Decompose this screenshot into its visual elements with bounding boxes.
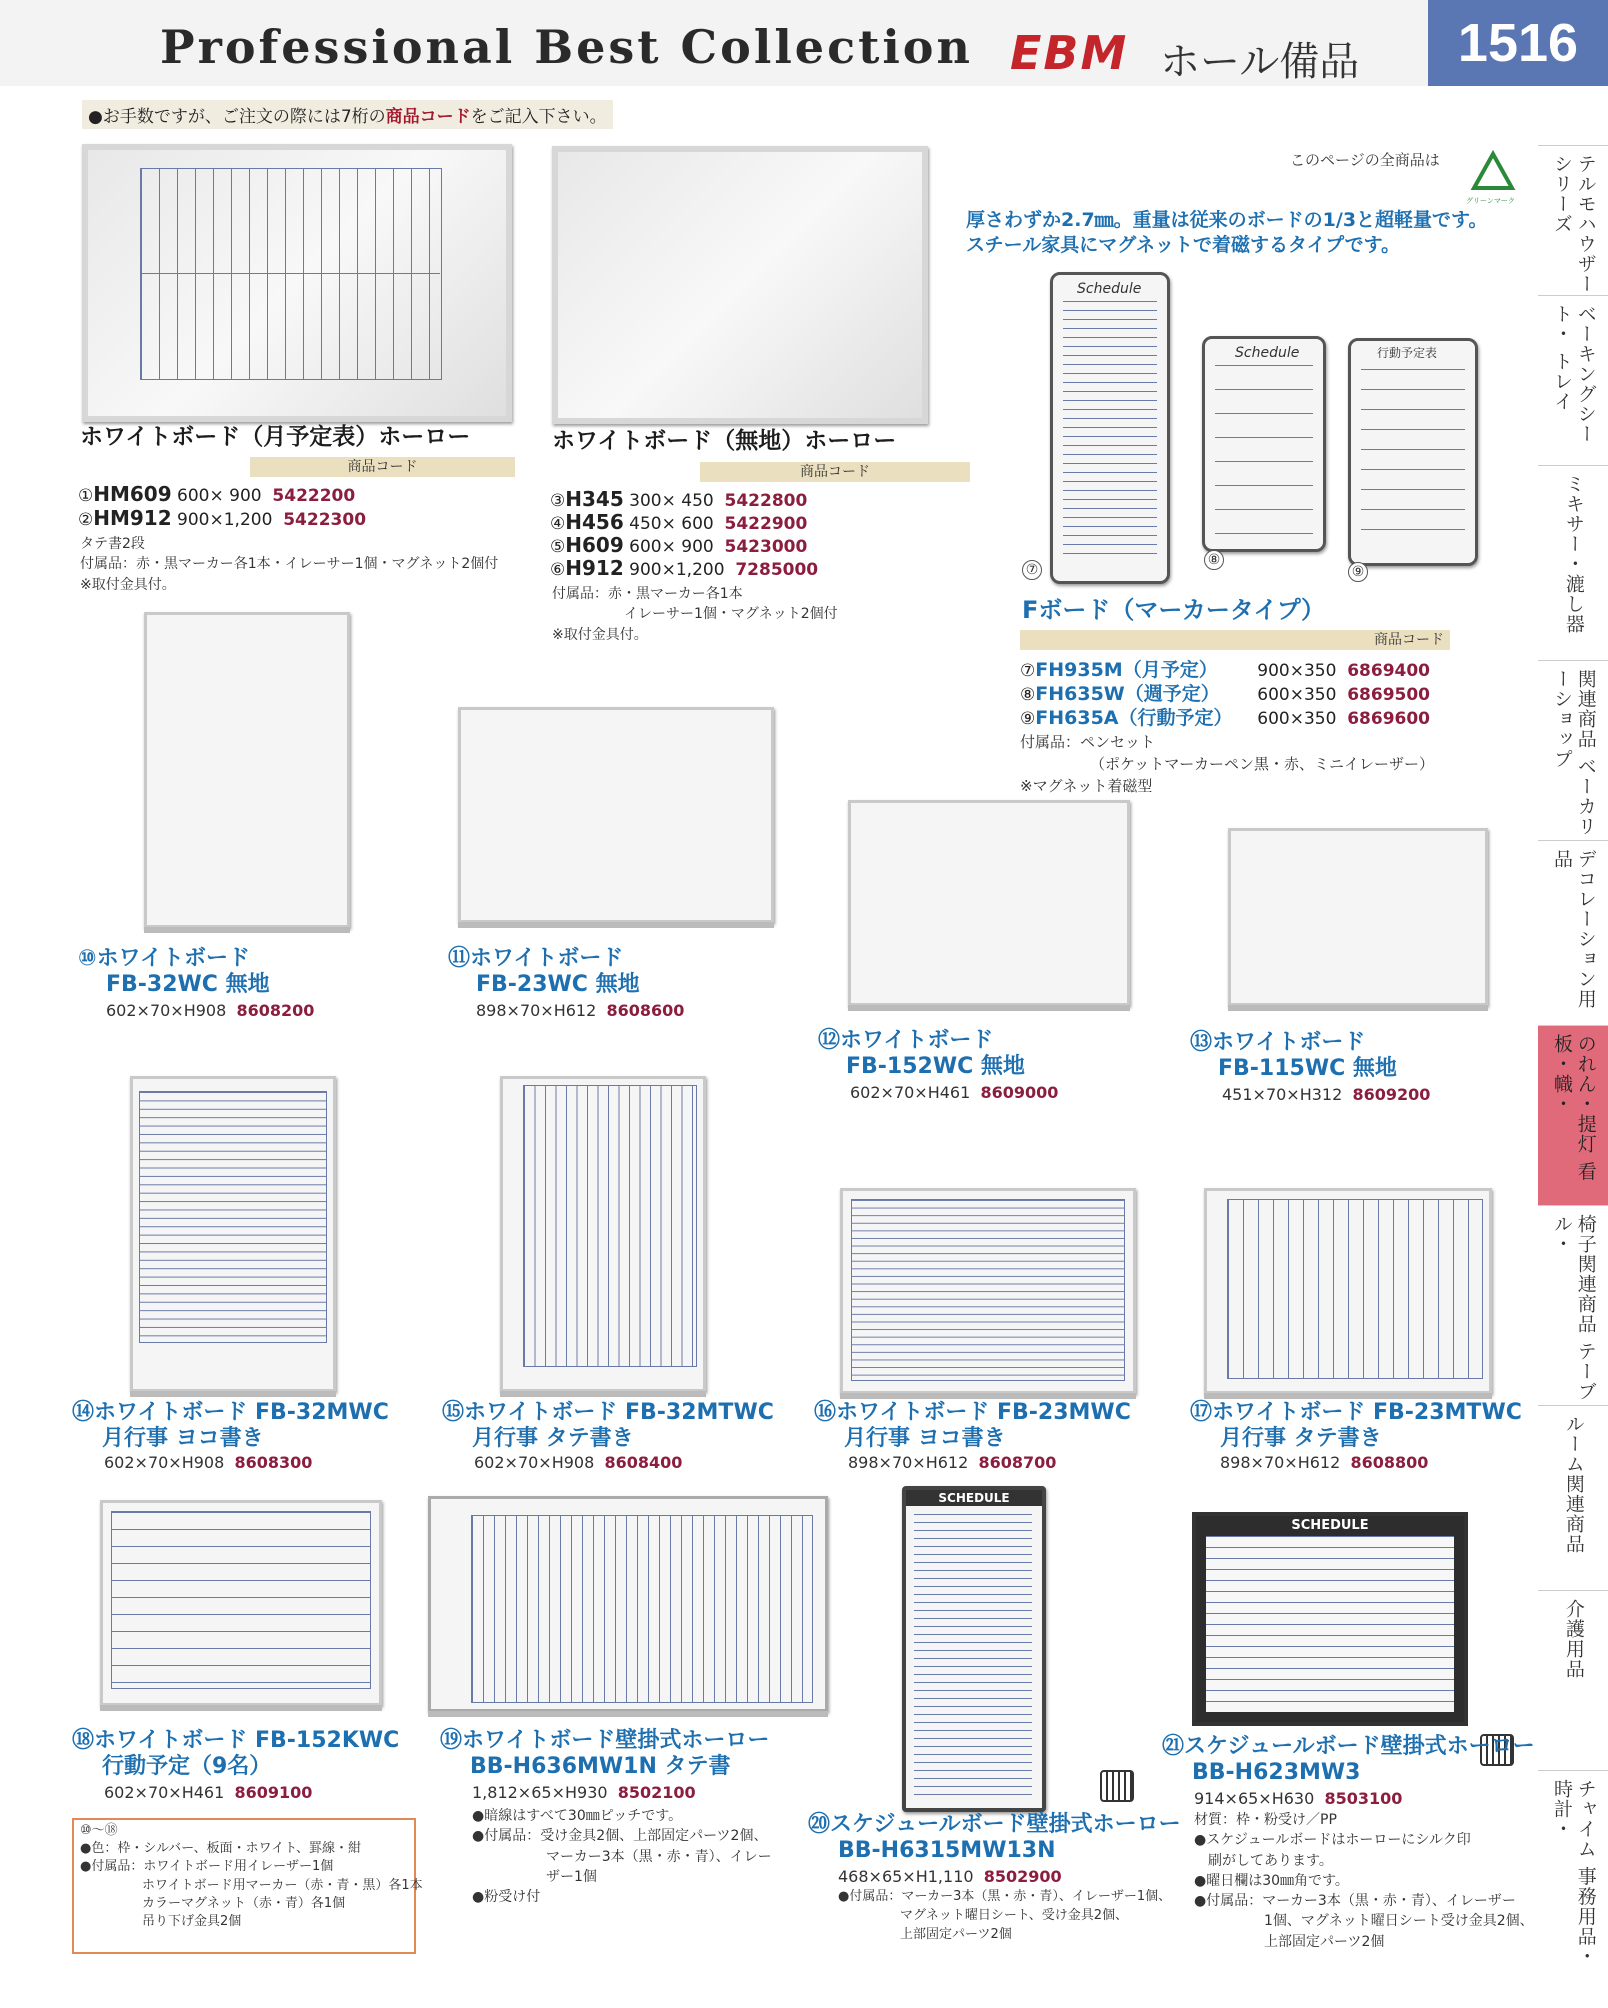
note-line: ●暗線はすべて30㎜ピッチです。 (472, 1808, 683, 1824)
item-size: 900×350 (1257, 661, 1337, 681)
item-code: 8608800 (1350, 1453, 1429, 1472)
board-10 (144, 612, 350, 928)
sidebar-tab-label: のれん・提灯 看板・幟・ (1551, 1034, 1597, 1182)
product-title-19 (440, 1728, 769, 1780)
item-size: 898×70×H612 (848, 1453, 969, 1472)
note-line: ザー1個 (546, 1868, 597, 1885)
brand-logo: EBM (1010, 26, 1129, 80)
title-line: FB-115WC 無地 (1218, 1055, 1397, 1081)
item-code: 8503100 (1324, 1789, 1403, 1808)
note-line: ●付属品：マーカー3本（黒・赤・青）、イレーザー1個、 (838, 1889, 1172, 1904)
product-row (1020, 655, 1430, 682)
board-tray (458, 922, 774, 928)
title-line: BB-H636MW1N タテ書 (470, 1753, 731, 1779)
item-size: 600×350 (1257, 685, 1337, 705)
note-line: ⑩～⑱ (80, 1823, 118, 1838)
product-title-14 (72, 1400, 389, 1452)
note-line: ※マグネット着磁型 (1020, 776, 1153, 795)
title-line: ⑭ホワイトボード FB-32MWC (72, 1400, 389, 1425)
product-row (550, 533, 807, 557)
board-grid (111, 1511, 371, 1689)
common-notes-box (72, 1818, 423, 1954)
item-model: H456 (565, 510, 624, 534)
note-line: マーカー3本（黒・赤・青）、イレー (546, 1848, 772, 1865)
green-mark-note: このページの全商品は (1290, 151, 1440, 169)
title-line: ⑳スケジュールボード壁掛式ホーロー (808, 1812, 1181, 1837)
title-line: 月行事 タテ書き (1220, 1425, 1382, 1451)
product-spec-16 (848, 1452, 1056, 1474)
product-title: ホワイトボード（月予定表）ホーロー (80, 424, 471, 450)
board-tray (130, 1391, 336, 1397)
note-line: ●スケジュールボードはホーローにシルク印 (1194, 1832, 1471, 1849)
board-16 (840, 1188, 1136, 1394)
item-no: ⑧ (1020, 685, 1036, 705)
fboard-description (966, 208, 1488, 257)
note-line: 材質：枠・粉受け／PP (1194, 1812, 1337, 1828)
phone-icon (1100, 1770, 1134, 1802)
sidebar-tab-label: ルーム関連商品 (1562, 1414, 1585, 1554)
title-line: ⑬ホワイトボード (1190, 1030, 1366, 1055)
fboard-7 (1050, 272, 1170, 584)
product-title-16 (814, 1400, 1131, 1452)
product-row (550, 556, 818, 580)
sidebar-tab-label: ベーキングシート・ トレイ (1551, 304, 1597, 444)
product-row (78, 482, 355, 506)
product-spec-21 (1194, 1788, 1402, 1810)
product-title-17 (1190, 1400, 1522, 1452)
item-code: 5422800 (724, 491, 808, 511)
title-line: ⑮ホワイトボード FB-32MTWC (442, 1400, 774, 1425)
item-model: H912 (565, 556, 624, 580)
order-notice (82, 100, 613, 129)
sidebar-tab-label: テルモハウザー シリーズ (1551, 154, 1597, 294)
product-title-15 (442, 1400, 774, 1452)
fboard-9 (1348, 338, 1478, 566)
item-no: ④ (550, 514, 566, 534)
item-size: 898×70×H612 (476, 1001, 597, 1020)
note-line: ●曜日欄は30㎜角です。 (1194, 1872, 1349, 1889)
board-19 (428, 1496, 828, 1712)
sidebar-tab-label: 関連商品 ベーカリーショップ (1551, 669, 1597, 837)
sidebar-tab-1[interactable] (1538, 145, 1608, 296)
item-code: 5422900 (724, 514, 808, 534)
item-size: 600×350 (1257, 709, 1337, 729)
board-grid (851, 1199, 1125, 1381)
board-photo-hm (82, 144, 512, 422)
item-code: 8608400 (604, 1453, 683, 1472)
item-size: 900×1,200 (177, 510, 273, 530)
product-note-20 (838, 1888, 1171, 1945)
product-row (1020, 679, 1430, 706)
board-tray (428, 1711, 828, 1717)
product-row (550, 510, 807, 534)
item-code: 8608300 (234, 1453, 313, 1472)
note-line: ※取付金具付。 (80, 576, 176, 593)
notice-prefix: ●お手数ですが、ご注文の際には7桁の (88, 107, 386, 127)
item-size: 914×65×H630 (1194, 1789, 1315, 1808)
item-code: 6869500 (1347, 685, 1431, 705)
board-17 (1204, 1188, 1492, 1394)
item-model: FH635W（週予定） (1035, 683, 1220, 705)
product-title-10 (78, 946, 270, 998)
board-tray (1228, 1005, 1488, 1011)
note-line: マグネット曜日シート、受け金具2個、 (900, 1907, 1128, 1923)
item-size: 602×70×H461 (850, 1083, 971, 1102)
board-tray (1204, 1393, 1492, 1399)
item-no: ⑨ (1020, 709, 1036, 729)
product-spec-12 (850, 1082, 1058, 1104)
board-photo-h (552, 146, 928, 424)
title-line: ⑰ホワイトボード FB-23MTWC (1190, 1400, 1522, 1425)
item-code: 5423000 (724, 537, 808, 557)
product-row (550, 487, 807, 511)
fboard-note (1020, 732, 1434, 797)
title-line: 月行事 タテ書き (472, 1425, 634, 1451)
product-spec-19 (472, 1782, 696, 1804)
note-line: ※取付金具付。 (552, 626, 648, 643)
sidebar-tab-8[interactable] (1538, 1405, 1608, 1591)
note-line: ●粉受け付 (472, 1889, 541, 1906)
item-size: 602×70×H908 (474, 1453, 595, 1472)
product-row (1020, 703, 1430, 730)
product-note-21 (1194, 1810, 1534, 1952)
title-line: ⑲ホワイトボード壁掛式ホーロー (440, 1728, 770, 1753)
product-title-12 (818, 1028, 1025, 1080)
fboard-9-label: 行動予定表 (1377, 346, 1438, 360)
item-size: 602×70×H461 (104, 1783, 225, 1802)
sidebar-tab-label: 椅子関連商品 テーブル・ (1551, 1214, 1597, 1402)
item-size: 300× 450 (629, 491, 714, 511)
sidebar-tab-label: デコレーション用品 (1551, 849, 1597, 1009)
title-line: BB-H623MW3 (1192, 1759, 1361, 1785)
product-title-13 (1190, 1030, 1397, 1082)
item-no: ⑥ (550, 560, 566, 580)
board-grid-rows (140, 168, 440, 378)
title-line: ⑱ホワイトボード FB-152KWC (72, 1728, 400, 1753)
sidebar-tab-10[interactable] (1538, 1770, 1608, 1971)
item-model: H609 (565, 533, 624, 557)
item-code: 6869600 (1347, 709, 1431, 729)
title-line: ㉑スケジュールボード壁掛式ホーロー (1162, 1734, 1535, 1759)
note-line: 上部固定パーツ2個 (900, 1926, 1012, 1942)
note-line: カラーマグネット（赤・青）各1個 (142, 1895, 346, 1911)
product-spec-10 (106, 1000, 314, 1022)
board-20 (902, 1486, 1046, 1812)
board-14 (130, 1076, 336, 1392)
item-code: 5422200 (272, 486, 356, 506)
item-no: ③ (550, 491, 566, 511)
board-11 (458, 707, 774, 923)
fboard-8-label: Schedule (1235, 345, 1300, 361)
product-spec-20 (838, 1866, 1062, 1888)
item-code: 6869400 (1347, 661, 1431, 681)
item-code: 8502900 (983, 1867, 1062, 1886)
product-note (80, 534, 498, 595)
page-category: ホール備品 (1160, 39, 1360, 85)
item-model: H345 (565, 487, 624, 511)
product-title-20 (808, 1812, 1181, 1864)
common-notes (80, 1822, 423, 1931)
item-size: 602×70×H908 (104, 1453, 225, 1472)
board-18 (100, 1500, 382, 1706)
note-line: ●付属品：ホワイトボード用イレーザー1個 (80, 1859, 334, 1875)
product-spec-11 (476, 1000, 684, 1022)
desc-line: スチール家具にマグネットで着磁するタイプです。 (966, 233, 1401, 256)
title-line: ⑩ホワイトボード (78, 946, 250, 971)
item-model: FH635A（行動予定） (1035, 707, 1233, 729)
item-model: HM912 (93, 506, 172, 530)
board-tray (848, 1005, 1130, 1011)
title-line: ⑫ホワイトボード (818, 1028, 994, 1053)
board-21 (1192, 1512, 1468, 1726)
board-13 (1228, 828, 1488, 1006)
code-header: 商品コード (1020, 630, 1450, 650)
product-spec-17 (1220, 1452, 1428, 1474)
product-note (552, 584, 838, 645)
item-no: ① (78, 486, 94, 506)
board-20-header: SCHEDULE (906, 1490, 1042, 1506)
note-line: ●色：枠・シルバー、板面・ホワイト、罫線・紺 (80, 1841, 362, 1857)
note-line: 付属品：ペンセット (1020, 733, 1156, 751)
page-number: 1516 (1428, 0, 1608, 86)
badge-9: ⑨ (1348, 562, 1368, 582)
product-spec-18 (104, 1782, 312, 1804)
item-size: 898×70×H612 (1220, 1453, 1341, 1472)
title-line: FB-32WC 無地 (106, 971, 270, 997)
desc-line: 厚さわずか2.7㎜。重量は従来のボードの1/3と超軽量です。 (966, 209, 1488, 231)
item-size: 450× 600 (629, 514, 714, 534)
note-line: 付属品：赤・黒マーカー各1本 (552, 586, 743, 602)
board-lines (1063, 301, 1157, 561)
note-line: 吊り下げ金具2個 (142, 1913, 242, 1929)
item-size: 602×70×H908 (106, 1001, 227, 1020)
title-line: 月行事 ヨコ書き (844, 1425, 1006, 1451)
sidebar-tab-2[interactable] (1538, 295, 1608, 466)
sidebar-tab-7[interactable] (1538, 1205, 1608, 1406)
item-size: 600× 900 (177, 486, 262, 506)
note-line: 1個、マグネット曜日シート受け金具2個、 (1264, 1913, 1534, 1930)
item-size: 900×1,200 (629, 560, 725, 580)
series-title: Professional Best Collection (160, 20, 973, 74)
badge-7: ⑦ (1022, 560, 1042, 580)
item-no: ⑦ (1020, 661, 1036, 681)
item-code: 5422300 (283, 510, 367, 530)
sidebar-tab-4[interactable] (1538, 660, 1608, 841)
green-mark-icon (1470, 150, 1516, 196)
item-size: 1,812×65×H930 (472, 1783, 608, 1802)
title-line: BB-H6315MW13N (838, 1837, 1056, 1863)
note-line: 付属品：赤・黒マーカー各1本・イレーサー1個・マグネット2個付 (80, 556, 499, 573)
item-model: HM609 (93, 482, 172, 506)
board-grid (471, 1515, 813, 1703)
title-line: ⑯ホワイトボード FB-23MWC (814, 1400, 1131, 1425)
board-tray (100, 1705, 382, 1711)
fboard-7-label: Schedule (1077, 281, 1142, 297)
item-model: FH935M（月予定） (1035, 659, 1218, 681)
title-line: 月行事 ヨコ書き (102, 1425, 264, 1451)
title-line: 行動予定（9名） (102, 1753, 272, 1779)
item-code: 8609200 (1352, 1085, 1431, 1104)
board-21-header: SCHEDULE (1291, 1518, 1369, 1533)
note-line: 刷がしてあります。 (1208, 1852, 1333, 1869)
item-code: 8608600 (606, 1001, 685, 1020)
note-line: イレーサー1個・マグネット2個付 (624, 606, 838, 623)
sidebar-tab-label: チャイム 事務用品・時計・ (1551, 1779, 1597, 1967)
board-lines (1206, 1536, 1454, 1712)
item-code: 8609100 (234, 1783, 313, 1802)
note-line: 上部固定パーツ2個 (1264, 1933, 1385, 1950)
note-line: ●付属品：マーカー3本（黒・赤・青）、イレーザー (1194, 1893, 1516, 1910)
title-line: FB-23WC 無地 (476, 971, 640, 997)
board-lines (914, 1514, 1032, 1798)
item-size: 600× 900 (629, 537, 714, 557)
sidebar-tab-3[interactable] (1538, 465, 1608, 661)
board-12 (848, 800, 1130, 1006)
board-grid (523, 1085, 697, 1367)
note-line: タテ書2段 (80, 536, 145, 552)
product-title-21 (1162, 1734, 1535, 1786)
product-title: ホワイトボード（無地）ホーロー (552, 428, 897, 454)
item-size: 451×70×H312 (1222, 1085, 1343, 1104)
item-no: ⑤ (550, 537, 566, 557)
sidebar-tab-6[interactable] (1538, 1025, 1608, 1206)
product-row (78, 506, 366, 530)
item-code: 8608200 (236, 1001, 315, 1020)
note-line: （ポケットマーカーペン黒・赤、ミニイレーザー） (1090, 754, 1434, 773)
code-header: 商品コード (250, 457, 515, 477)
sidebar-tab-5[interactable] (1538, 840, 1608, 1026)
code-header: 商品コード (700, 462, 970, 482)
item-size: 468×65×H1,110 (838, 1867, 974, 1886)
board-grid (1227, 1199, 1483, 1379)
title-line: FB-152WC 無地 (846, 1053, 1025, 1079)
item-no: ② (78, 510, 94, 530)
sidebar-tab-9[interactable] (1538, 1590, 1608, 1771)
item-code: 8502100 (617, 1783, 696, 1802)
green-mark-label: グリーンマーク (1466, 197, 1515, 205)
item-code: 8609000 (980, 1083, 1059, 1102)
product-spec-13 (1222, 1084, 1430, 1106)
board-tray (144, 927, 350, 933)
item-code: 7285000 (735, 560, 819, 580)
notice-emphasis: 商品コード (385, 107, 471, 127)
board-tray (840, 1393, 1136, 1399)
board-lines (1361, 369, 1465, 549)
note-line: ●付属品：受け金具2個、上部固定パーツ2個、 (472, 1828, 768, 1845)
product-spec-14 (104, 1452, 312, 1474)
board-grid (139, 1091, 327, 1343)
product-title-11 (448, 946, 640, 998)
sidebar-tab-label: 介護用品 (1562, 1599, 1585, 1679)
sidebar-tab-label: ミキサー・漉し器 (1562, 474, 1585, 634)
title-line: ⑪ホワイトボード (448, 946, 624, 971)
product-title-18 (72, 1728, 399, 1780)
item-code: 8608700 (978, 1453, 1057, 1472)
fboard-title: Fボード（マーカータイプ） (1022, 596, 1325, 624)
fboard-8 (1202, 336, 1326, 552)
notice-suffix: をご記入下さい。 (470, 107, 607, 127)
badge-8: ⑧ (1204, 550, 1224, 570)
board-tray (500, 1391, 706, 1397)
product-note-19 (472, 1806, 772, 1907)
board-lines (1215, 365, 1313, 535)
note-line: ホワイトボード用マーカー（赤・青・黒）各1本 (142, 1877, 423, 1893)
product-spec-15 (474, 1452, 682, 1474)
board-15 (500, 1076, 706, 1392)
